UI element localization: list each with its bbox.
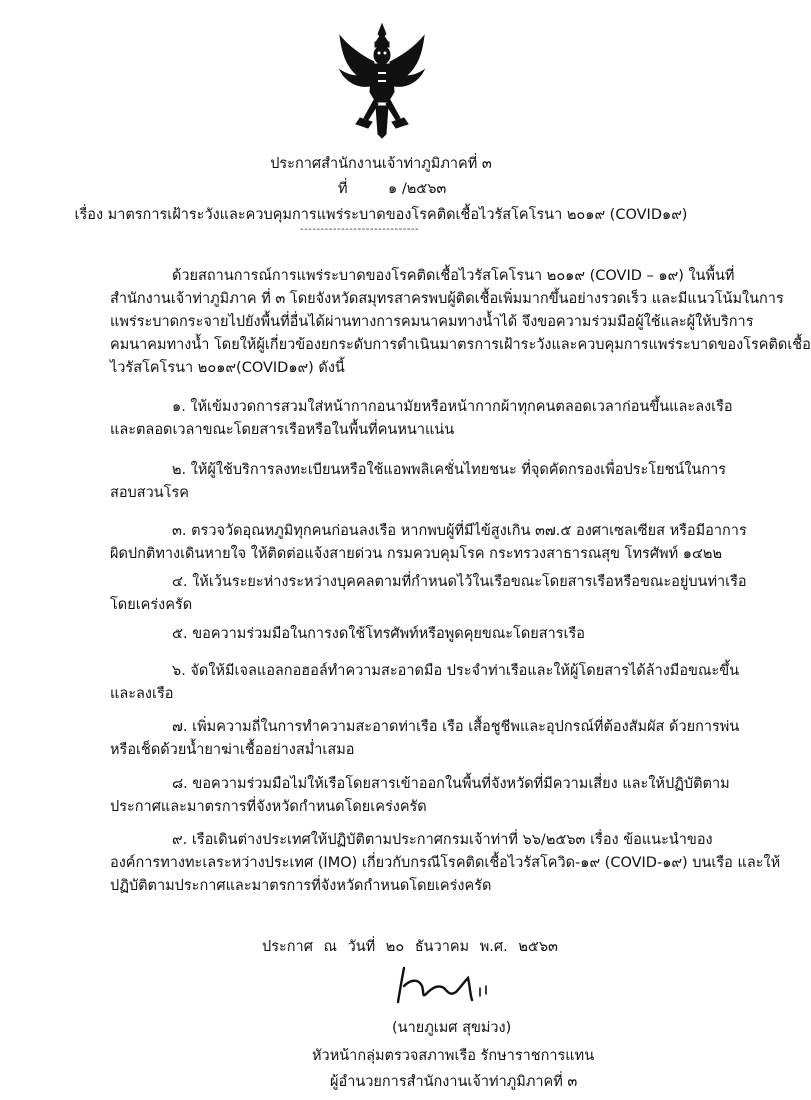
measure-item-2: [110, 459, 727, 505]
intro-line: ไวรัสโคโรนา ๒๐๑๙(COVID๑๙) ดังนี้: [110, 360, 345, 376]
signature-icon: [392, 962, 502, 1008]
measure-line: ๔. ให้เว้นระยะห่างระหว่างบุคคลตามที่กำหนดไว้ในเรือขณะโดยสารเรือหรือขณะอยู่บนท่าเรือ: [172, 574, 747, 590]
signer-position-1: หัวหน้ากลุ่มตรวจสภาพเรือ รักษาราชการแทน: [312, 1048, 595, 1064]
intro-line: แพร่ระบาดกระจายไปยังพื้นที่อื่นได้ผ่านทางการคมนาคมทางน้ำได้ จึงขอความร่วมมือผู้ใช้และผู้ให้บริการ: [110, 314, 754, 330]
measure-line: องค์การทางทะเลระหว่างประเทศ (IMO) เกี่ยวกับกรณีโรคติดเชื้อไวรัสโควิด-๑๙ (COVID-๑๙) บนเรือ และให้: [110, 855, 781, 871]
intro-line: สำนักงานเจ้าท่าภูมิภาค ที่ ๓ โดยจังหวัดสมุทรสาครพบผู้ติดเชื้อเพิ่มมากขึ้นอย่างรวดเร็ว และมีแนวโน้มในการ: [110, 291, 784, 307]
measure-line: ๒. ให้ผู้ใช้บริการลงทะเบียนหรือใช้แอพพลิเคชั่นไทยชนะ ที่จุดคัดกรองเพื่อประโยชน์ในการ: [172, 462, 727, 478]
header-divider: -----------------------------: [300, 224, 420, 235]
announcement-date: ประกาศ ณ วันที่ ๒๐ ธันวาคม พ.ศ. ๒๕๖๓: [262, 939, 558, 955]
measure-item-4: [110, 571, 747, 617]
signer-position-2: ผู้อำนวยการสำนักงานเจ้าท่าภูมิภาคที่ ๓: [330, 1074, 578, 1090]
measure-line: ๑. ให้เข้มงวดการสวมใส่หน้ากากอนามัยหรือหน้ากากผ้าทุกคนตลอดเวลาก่อนขึ้นและลงเรือ: [172, 399, 733, 415]
measure-line: ๗. เพิ่มความถี่ในการทำความสะอาดท่าเรือ เรือ เสื้อชูชีพและอุปกรณ์ที่ต้องสัมผัส ด้วยการพ่น: [172, 719, 740, 735]
intro-line: คมนาคมทางน้ำ โดยให้ผู้เกี่ยวข้องยกระดับการดำเนินมาตรการเฝ้าระวังและควบคุมการแพร่ระบาดของโรคติดเชื้อ: [110, 337, 811, 353]
signer-name: (นายภูเมศ สุขม่วง): [392, 1020, 512, 1036]
measure-line: สอบสวนโรค: [110, 485, 189, 501]
measure-item-5: [110, 623, 714, 646]
intro-paragraph: [110, 265, 811, 380]
measure-line: โดยเคร่งครัด: [110, 597, 193, 613]
measure-item-8: [110, 773, 730, 819]
measure-line: ประกาศและมาตรการที่จังหวัดกำหนดโดยเคร่งครัด: [110, 799, 427, 815]
measure-line: ๕. ขอความร่วมมือในการงดใช้โทรศัพท์หรือพูดคุยขณะโดยสารเรือ: [172, 626, 585, 642]
number-label: ที่: [338, 181, 348, 197]
intro-line: ด้วยสถานการณ์การแพร่ระบาดของโรคติดเชื้อไวรัสโคโรนา ๒๐๑๙ (COVID – ๑๙) ในพื้นที่: [172, 268, 735, 284]
measure-line: ๖. จัดให้มีเจลแอลกอฮอล์ทำความสะอาดมือ ประจำท่าเรือและให้ผู้โดยสารได้ล้างมือขณะขึ้น: [172, 663, 740, 679]
garuda-emblem-icon: [334, 22, 430, 140]
measure-line: ๙. เรือเดินต่างประเทศให้ปฏิบัติตามประกาศกรมเจ้าท่าที่ ๖๖/๒๕๖๓ เรื่อง ข้อแนะนำของ: [172, 832, 713, 848]
subject-line: เรื่อง มาตรการเฝ้าระวังและควบคุมการแพร่ระบาดของโรคติดเชื้อไวรัสโคโรนา ๒๐๑๙ (COVID๑๙): [74, 207, 688, 223]
measure-item-7: [110, 716, 740, 762]
measure-line: ผิดปกติทางเดินหายใจ ให้ติดต่อแจ้งสายด่วน กรมควบคุมโรค กระทรวงสาธารณสุข โทรศัพท์ ๑๔๒๒: [110, 546, 723, 562]
measure-line: ๘. ขอความร่วมมือไม่ให้เรือโดยสารเข้าออกในพื้นที่จังหวัดที่มีความเสี่ยง และให้ปฏิบัติตาม: [172, 776, 730, 792]
measure-line: หรือเช็ดด้วยน้ำยาฆ่าเชื้ออย่างสม่ำเสมอ: [110, 742, 355, 758]
measure-item-1: [110, 396, 733, 442]
measure-line: และตลอดเวลาขณะโดยสารเรือหรือในพื้นที่คนหนาแน่น: [110, 422, 455, 438]
measure-line: ปฏิบัติตามประกาศและมาตรการที่จังหวัดกำหนดโดยเคร่งครัด: [110, 878, 492, 894]
measure-item-3: [110, 520, 747, 566]
measure-item-9: [110, 829, 781, 898]
measure-line: และลงเรือ: [110, 686, 174, 702]
agency-line: ประกาศสำนักงานเจ้าท่าภูมิภาคที่ ๓: [270, 156, 492, 172]
measure-item-6: [110, 660, 740, 706]
measure-line: ๓. ตรวจวัดอุณหภูมิทุกคนก่อนลงเรือ หากพบผู้ที่มีไข้สูงเกิน ๓๗.๕ องศาเซลเซียส หรือมีอาการ: [172, 523, 747, 539]
announcement-number: ๑ /๒๕๖๓: [388, 181, 447, 197]
